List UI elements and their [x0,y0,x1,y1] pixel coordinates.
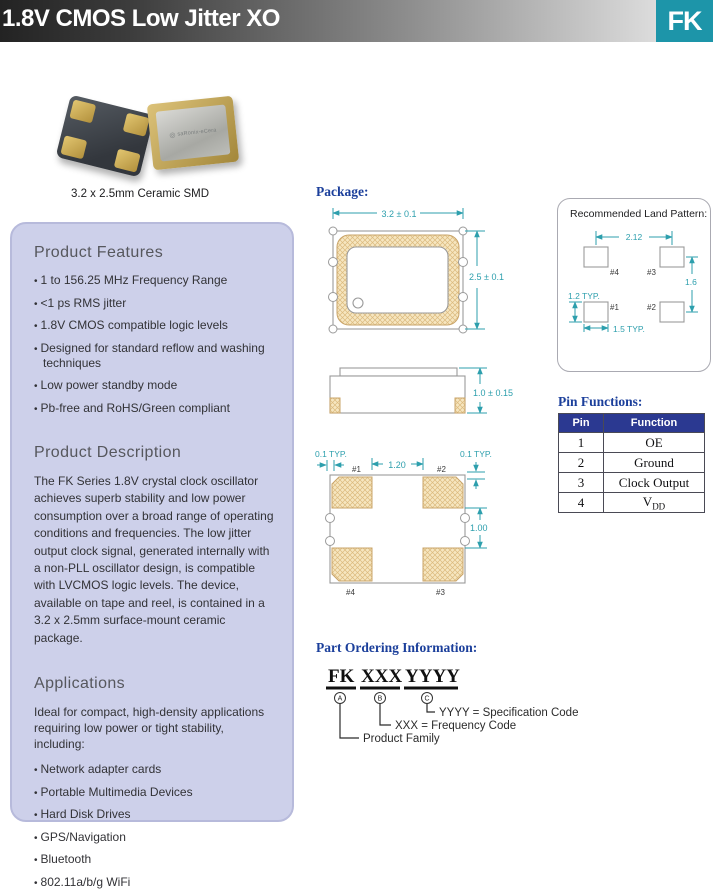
chip-pad [114,149,141,173]
applications-heading: Applications [34,674,126,692]
dimension-label: 1.5 TYP. [613,324,645,334]
land-pad-4 [584,247,608,267]
castellation-notch [461,514,470,523]
chip-photo-top-view [147,96,239,171]
dimension-label: 2.12 [625,232,643,242]
table-row [559,493,705,513]
info-panel [10,222,294,889]
feature-item: • <1 ps RMS jitter [34,296,274,312]
pin-function [604,493,705,513]
chip-logo-icon: ◎ [169,131,176,140]
dimension-label: 0.1 TYP. [460,449,492,459]
frequency-code-label: XXX = Frequency Code [395,720,517,732]
package-side-view-drawing [315,360,530,422]
side-pad [330,398,340,413]
land-pad-2 [660,302,684,322]
pin-function: Clock Output [604,473,705,493]
applications-intro: Ideal for compact, high-density applications requiring low power or tight stability, including: [34,704,265,752]
chip-pad [60,135,87,159]
photo-caption: 3.2 x 2.5mm Ceramic SMD [70,188,210,200]
package-bottom-view-drawing [315,440,525,605]
description-heading: Product Description [34,444,182,461]
package-heading: Package: [316,184,369,199]
bottom-pad-2 [423,477,463,508]
application-item: • Network adapter cards [34,762,274,778]
pad-number-label: #4 [610,268,619,277]
dimension-label: 2.5 ± 0.1 [469,272,504,282]
pin-function: OE [604,433,705,453]
castellation-notch [459,258,468,267]
marker-a-letter: A [337,695,343,703]
side-pad [455,398,465,413]
castellation-notch [326,537,335,546]
function-column-header: Function [604,414,705,433]
castellation-notch [326,514,335,523]
applications-list [34,762,274,890]
castellation-notch [329,293,338,302]
brand-logo: FK [656,0,713,42]
application-item: • Hard Disk Drives [34,807,274,823]
features-section [34,244,274,416]
land-pad-1 [584,302,608,322]
application-item: • Bluetooth [34,852,274,868]
application-item: • Portable Multimedia Devices [34,785,274,801]
land-pattern-drawing [557,198,711,372]
dimension-label: 1.00 [470,523,488,533]
land-pad-3 [660,247,684,267]
pin-functions-table [558,413,705,513]
feature-item: • Pb-free and RoHS/Green compliant [34,401,274,417]
pin-number: 4 [559,493,604,513]
package-top-view-drawing [315,200,525,340]
land-pattern-heading: Recommended Land Pattern: [570,208,708,220]
bottom-pad-1 [332,477,372,508]
product-family-label: Product Family [363,733,440,745]
application-item: • GPS/Navigation [34,830,274,846]
pad-number-label: #3 [647,268,656,277]
ordering-code-frequency: XXX [361,666,403,687]
description-body: The FK Series 1.8V crystal clock oscillator achieves superb stability and low power consumption over a broad range of operating conditions and frequencies. The low jitter output clock signal, generated internally with a non-PLL oscillator design, is compatible with LVCMOS logic levels. The device, available on tape and reel, is contained in a 3.2 x 2.5mm surface-mount ceramic package. [34,474,274,645]
dimension-label: 1.0 ± 0.15 [473,388,513,398]
table-row [559,473,705,493]
description-section [34,444,274,647]
chip-photo-bottom-view [56,95,155,178]
pin-functions-heading: Pin Functions: [558,394,643,409]
ordering-code-spec: YYYY [405,666,460,687]
chip-logo-text: saRonix-eCera [177,127,217,138]
feature-item: • 1.8V CMOS compatible logic levels [34,318,274,334]
feature-item: • Designed for standard reflow and washing techniques [34,341,274,372]
table-row [559,453,705,473]
pin-column-header: Pin [559,414,604,433]
ordering-heading: Part Ordering Information: [316,640,478,655]
dimension-label: 1.20 [388,460,406,470]
marker-c-letter: C [424,695,430,703]
pad-number-label: #4 [346,588,355,597]
bottom-pad-3 [423,548,463,581]
frequency-connector-line [380,704,391,726]
pad-number-label: #2 [647,303,656,312]
dimension-label: 3.2 ± 0.1 [381,209,417,219]
feature-item: • Low power standby mode [34,378,274,394]
ordering-diagram [315,658,605,758]
features-heading: Product Features [34,244,164,261]
pad-number-label: #1 [352,465,361,474]
dimension-label: 1.6 [685,277,697,287]
castellation-notch [329,258,338,267]
application-item: • 802.11a/b/g WiFi [34,875,274,890]
ordering-code-family: FK [328,666,355,687]
pin-number: 3 [559,473,604,493]
dimension-label: 1.2 TYP. [568,291,600,301]
bottom-pad-4 [332,548,372,581]
page-header [0,0,713,42]
spec-code-label: YYYY = Specification Code [439,707,579,719]
chip-pad [69,99,96,123]
package-lid [347,247,448,313]
chip-pad [123,113,150,137]
table-row [559,433,705,453]
marker-b-letter: B [377,695,383,703]
pad-number-label: #1 [610,303,619,312]
pin-number: 1 [559,433,604,453]
family-connector-line [340,704,359,739]
pin-number: 2 [559,453,604,473]
feature-item: • 1 to 156.25 MHz Frequency Range [34,273,274,289]
lid-profile [340,368,457,376]
body-profile [330,376,465,413]
castellation-notch [459,293,468,302]
applications-section [34,675,274,890]
page-title: 1.8V CMOS Low Jitter XO [2,5,280,32]
vdd-subscript: DD [652,501,666,512]
pin-function: Ground [604,453,705,473]
dimension-label: 0.1 TYP. [315,449,347,459]
chip-lid [156,104,231,161]
vdd-main: V [642,493,653,509]
features-list [34,273,274,416]
castellation-notch [461,537,470,546]
spec-connector-line [427,704,435,713]
pad-number-label: #2 [437,465,446,474]
pad-number-label: #3 [436,588,445,597]
